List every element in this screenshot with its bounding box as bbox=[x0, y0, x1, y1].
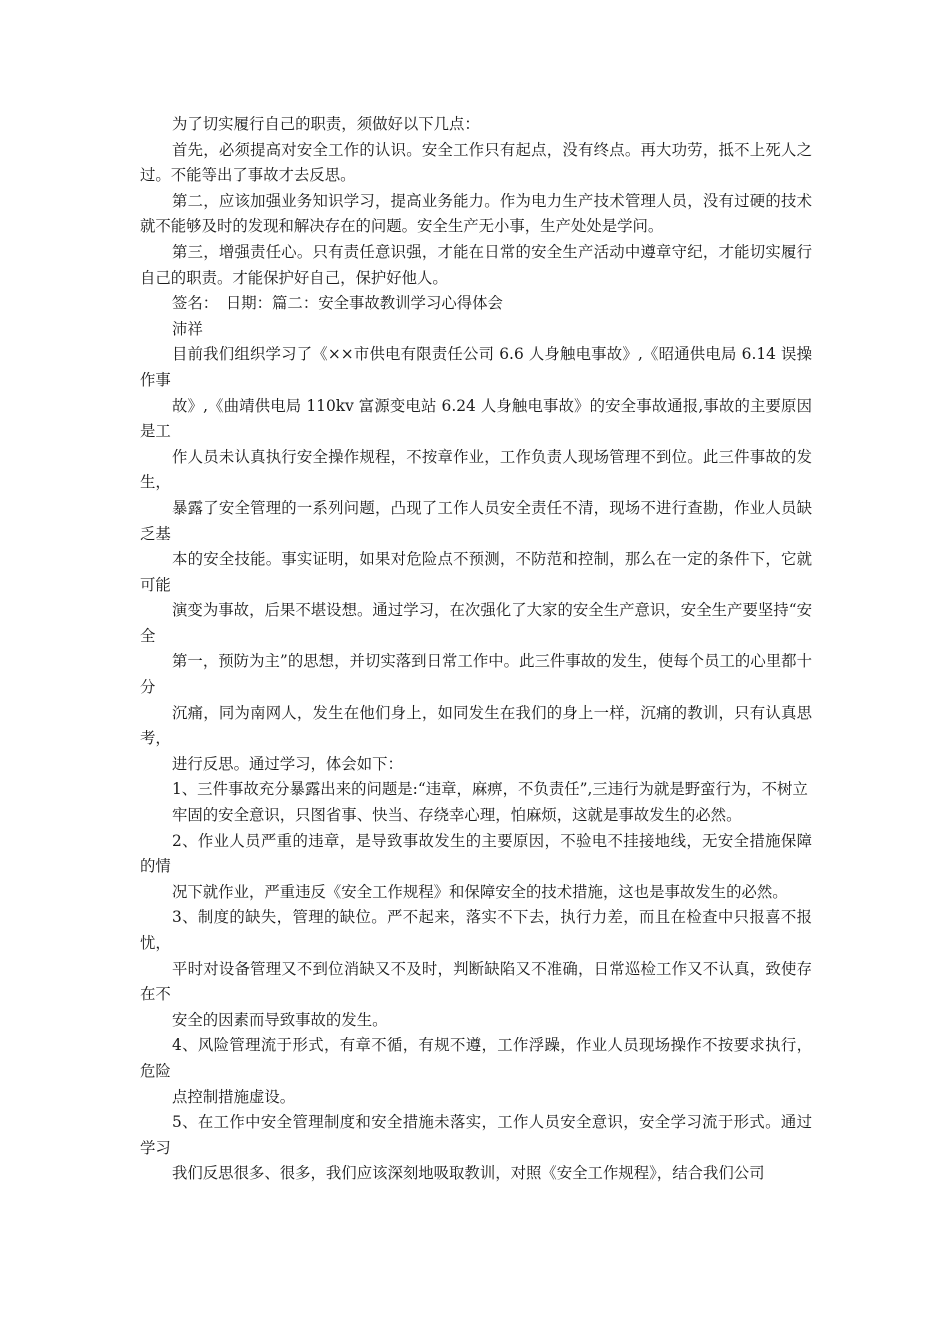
paragraph-line: 作人员未认真执行安全操作规程，不按章作业，工作负责人现场管理不到位。此三件事故的发生， bbox=[140, 447, 812, 492]
list-item-1: 1、三件事故充分暴露出来的问题是:“违章，麻痹，不负责任”,三违行为就是野蛮行为，不树立 bbox=[172, 780, 808, 799]
paragraph-line: 安全的因素而导致事故的发生。 bbox=[172, 1010, 388, 1029]
paragraph-line: 本的安全技能。事实证明，如果对危险点不预测，不防范和控制，那么在一定的条件下，它就可能 bbox=[140, 550, 812, 594]
paragraph-line: 进行反思。通过学习，体会如下： bbox=[172, 754, 403, 773]
list-item-2: 2、作业人员严重的违章，是导致事故发生的主要原因，不验电不挂接地线，无安全措施保障的情 bbox=[140, 831, 812, 876]
paragraph-second-point: 第二，应该加强业务知识学习，提高业务能力。作为电力生产技术管理人员，没有过硬的技术就不能够及时的发现和解决存在的问题。安全生产无小事，生产处处是学问。 bbox=[140, 191, 812, 236]
paragraph-line: 点控制措施虚设。 bbox=[172, 1087, 296, 1106]
paragraph-line: 第一，预防为主”的思想，并切实落到日常工作中。此三件事故的发生，使每个员工的心里都十分 bbox=[140, 652, 812, 697]
paragraph-line: 况下就作业，严重违反《安全工作规程》和保障安全的技术措施，这也是事故发生的必然。 bbox=[172, 882, 788, 901]
list-item-3: 3、制度的缺失，管理的缺位。严不起来，落实不下去，执行力差，而且在检查中只报喜不报忧， bbox=[140, 908, 812, 952]
signature-date-line: 签名： 日期：篇二：安全事故教训学习心得体会 bbox=[172, 294, 503, 313]
paragraph-line: 演变为事故，后果不堪设想。通过学习，在次强化了大家的安全生产意识，安全生产要坚持“安全 bbox=[140, 601, 812, 645]
paragraph-line: 牢固的安全意识，只图省事、快当、存绕幸心理，怕麻烦，这就是事故发生的必然。 bbox=[172, 806, 742, 825]
paragraph-line: 故》,《曲靖供电局 110kv 富源变电站 6.24 人身触电事故》的安全事故通报,事故的主要原因是工 bbox=[140, 396, 812, 441]
paragraph-line: 目前我们组织学习了《××市供电有限责任公司 6.6 人身触电事故》,《昭通供电局 6.14 误操作事 bbox=[140, 345, 812, 389]
paragraph-line: 平时对设备管理又不到位消缺又不及时，判断缺陷又不准确，日常巡检工作又不认真，致使存在不 bbox=[140, 959, 812, 1004]
paragraph-first-point: 首先，必须提高对安全工作的认识。安全工作只有起点，没有终点。再大功劳，抵不上死人之过。不能等出了事故才去反思。 bbox=[140, 140, 812, 185]
paragraph-third-point: 第三，增强责任心。只有责任意识强，才能在日常的安全生产活动中遵章守纪，才能切实履行自己的职责。才能保护好自己，保护好他人。 bbox=[140, 242, 812, 287]
author-name: 沛祥 bbox=[172, 319, 203, 338]
paragraph-intro: 为了切实履行自己的职责，须做好以下几点： bbox=[172, 115, 480, 133]
list-item-4: 4、风险管理流于形式，有章不循，有规不遵，工作浮躁，作业人员现场操作不按要求执行，危险 bbox=[140, 1036, 812, 1080]
paragraph-line: 暴露了安全管理的一系列问题，凸现了工作人员安全责任不清，现场不进行查勘，作业人员缺乏基 bbox=[140, 498, 812, 543]
document-body bbox=[140, 112, 812, 1187]
paragraph-line: 我们反思很多、很多，我们应该深刻地吸取教训，对照《安全工作规程》，结合我们公司 bbox=[172, 1164, 765, 1183]
paragraph-line: 沉痛，同为南网人，发生在他们身上，如同发生在我们的身上一样，沉痛的教训，只有认真思考， bbox=[140, 703, 812, 748]
list-item-5: 5、在工作中安全管理制度和安全措施未落实，工作人员安全意识，安全学习流于形式。通过学习 bbox=[140, 1113, 812, 1157]
